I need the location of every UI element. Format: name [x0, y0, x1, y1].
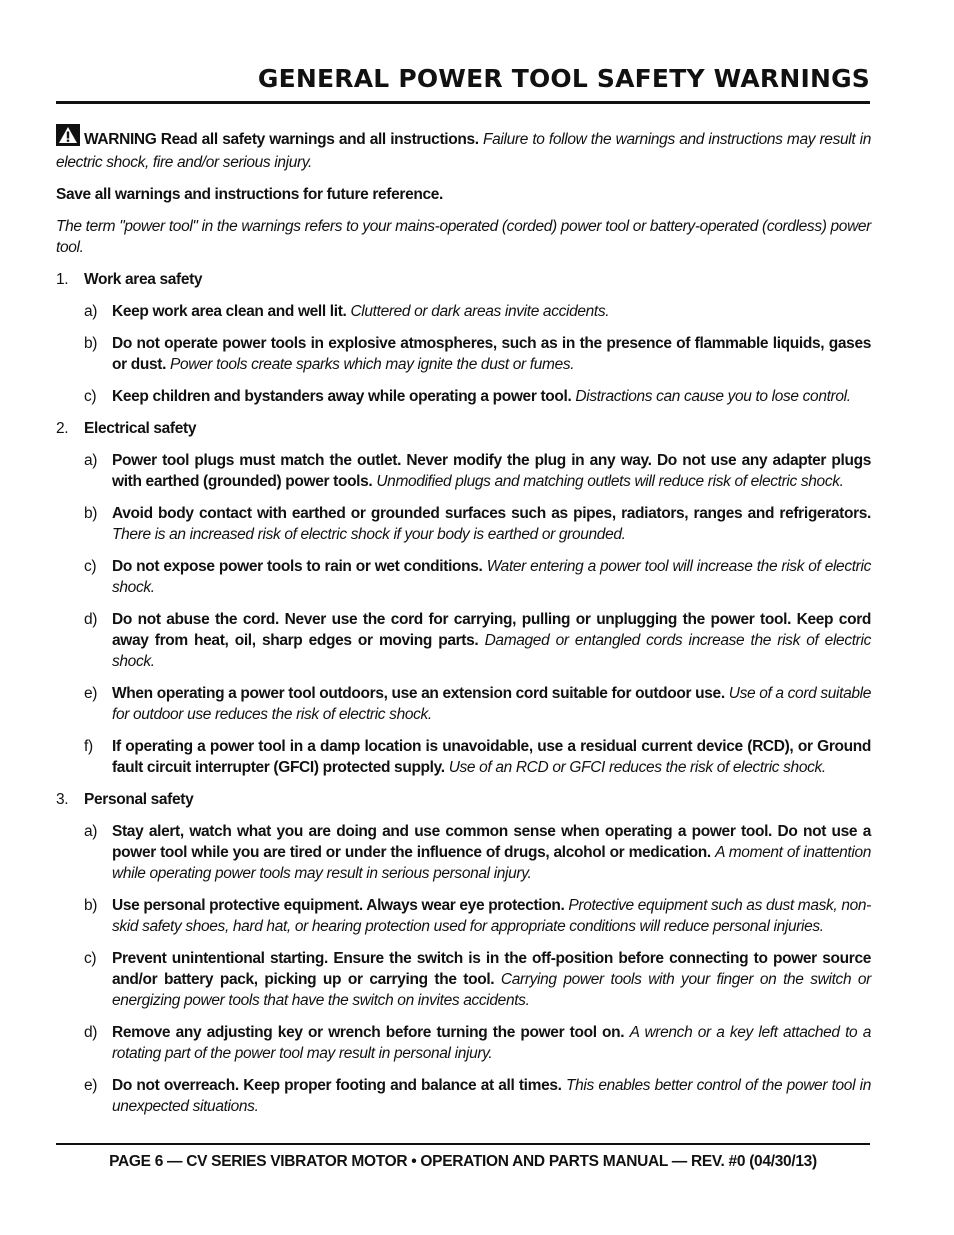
item-explanation: Damaged or entangled cords increase the risk of electric shock. — [112, 632, 871, 670]
item-explanation: There is an increased risk of electric shock if your body is earthed or grounded. — [112, 526, 626, 543]
list-item — [56, 450, 871, 492]
item-instruction: Stay alert, watch what you are doing and use common sense when operating a power tool. Do not use a power tool while you are tired or under the influence of drugs, alcohol or medication. — [112, 823, 871, 861]
section-title: Electrical safety — [84, 420, 197, 437]
item-letter: d) — [84, 611, 98, 628]
item-instruction: Power tool plugs must match the outlet. Never modify the plug in any way. Do not use any adapter plugs with earthed (grounded) power tools. — [112, 452, 871, 490]
power-tool-definition: The term "power tool" in the warnings refers to your mains-operated (corded) power tool or battery-operated (cordless) power tool. — [56, 218, 871, 256]
item-instruction: Do not operate power tools in explosive atmospheres, such as in the presence of flammable liquids, gases or dust. — [112, 335, 871, 373]
item-instruction: Keep work area clean and well lit. — [112, 303, 347, 320]
list-item — [56, 386, 871, 407]
list-item — [56, 736, 871, 778]
warning-triangle-icon — [56, 124, 80, 152]
page-title: GENERAL POWER TOOL SAFETY WARNINGS — [257, 64, 870, 93]
warning-paragraph — [56, 124, 871, 173]
item-explanation: Protective equipment such as dust mask, non-skid safety shoes, hard hat, or hearing protection used for appropriate conditions will reduce personal injuries. — [112, 897, 871, 935]
item-instruction: Do not expose power tools to rain or wet conditions. — [112, 558, 483, 575]
document-body — [56, 124, 871, 1128]
item-explanation: Cluttered or dark areas invite accidents. — [350, 303, 610, 320]
warning-italic-text: Failure to follow the warnings and instructions may result in electric shock, fire and/or serious injury. — [56, 131, 871, 171]
item-letter: b) — [84, 505, 98, 522]
item-letter: d) — [84, 1024, 98, 1041]
item-letter: f) — [84, 738, 93, 755]
item-instruction: If operating a power tool in a damp location is unavoidable, use a residual current device (RCD), or Ground fault circuit interrupter (GFCI) protected supply. — [112, 738, 871, 776]
item-explanation: This enables better control of the power tool in unexpected situations. — [112, 1077, 871, 1115]
warning-bold-text: WARNING Read all safety warnings and all instructions. — [84, 131, 479, 148]
item-instruction: Keep children and bystanders away while operating a power tool. — [112, 388, 572, 405]
list-item — [56, 948, 871, 1011]
section-number: 3. — [56, 791, 69, 808]
list-item — [56, 301, 871, 322]
section-title: Personal safety — [84, 791, 194, 808]
item-letter: a) — [84, 303, 98, 320]
list-item — [56, 503, 871, 545]
sections-list — [56, 269, 871, 1117]
list-item — [56, 683, 871, 725]
section-number: 2. — [56, 420, 69, 437]
item-letter: a) — [84, 823, 98, 840]
item-letter: b) — [84, 897, 98, 914]
header-rule — [56, 101, 870, 104]
section-heading — [56, 789, 871, 810]
item-explanation: Carrying power tools with your finger on the switch or energizing power tools that have the switch on invites accidents. — [112, 971, 871, 1009]
item-explanation: A wrench or a key left attached to a rotating part of the power tool may result in personal injury. — [112, 1024, 871, 1062]
list-item — [56, 609, 871, 672]
item-letter: b) — [84, 335, 98, 352]
item-instruction: Remove any adjusting key or wrench before turning the power tool on. — [112, 1024, 625, 1041]
section-title: Work area safety — [84, 271, 203, 288]
section-heading — [56, 418, 871, 439]
list-item — [56, 821, 871, 884]
item-explanation: Use of an RCD or GFCI reduces the risk of electric shock. — [448, 759, 826, 776]
item-explanation: A moment of inattention while operating power tools may result in serious personal injury. — [112, 844, 871, 882]
list-item — [56, 1022, 871, 1064]
item-instruction: Use personal protective equipment. Always wear eye protection. — [112, 897, 565, 914]
section-heading — [56, 269, 871, 290]
footer-rule — [56, 1143, 870, 1145]
list-item — [56, 556, 871, 598]
item-explanation: Unmodified plugs and matching outlets will reduce risk of electric shock. — [376, 473, 844, 490]
item-instruction: Avoid body contact with earthed or grounded surfaces such as pipes, radiators, ranges and refrigerators. — [112, 505, 871, 522]
item-letter: c) — [84, 558, 97, 575]
item-letter: e) — [84, 685, 98, 702]
section-number: 1. — [56, 271, 69, 288]
item-letter: a) — [84, 452, 98, 469]
save-instructions: Save all warnings and instructions for future reference. — [56, 186, 443, 203]
list-item — [56, 895, 871, 937]
item-explanation: Power tools create sparks which may ignite the dust or fumes. — [170, 356, 575, 373]
item-letter: e) — [84, 1077, 98, 1094]
list-item — [56, 333, 871, 375]
item-instruction: Prevent unintentional starting. Ensure the switch is in the off-position before connecting to power source and/or battery pack, picking up or carrying the tool. — [112, 950, 871, 988]
item-instruction: When operating a power tool outdoors, use an extension cord suitable for outdoor use. — [112, 685, 725, 702]
item-explanation: Use of a cord suitable for outdoor use reduces the risk of electric shock. — [112, 685, 871, 723]
list-item — [56, 1075, 871, 1117]
item-explanation: Distractions can cause you to lose control. — [575, 388, 851, 405]
item-explanation: Water entering a power tool will increase the risk of electric shock. — [112, 558, 871, 596]
item-letter: c) — [84, 388, 97, 405]
item-instruction: Do not overreach. Keep proper footing and balance at all times. — [112, 1077, 562, 1094]
item-letter: c) — [84, 950, 97, 967]
page-footer: PAGE 6 — CV SERIES VIBRATOR MOTOR • OPERATION AND PARTS MANUAL — REV. #0 (04/30/13) — [109, 1153, 817, 1170]
item-instruction: Do not abuse the cord. Never use the cord for carrying, pulling or unplugging the power tool. Keep cord away from heat, oil, sharp edges or moving parts. — [112, 611, 871, 649]
